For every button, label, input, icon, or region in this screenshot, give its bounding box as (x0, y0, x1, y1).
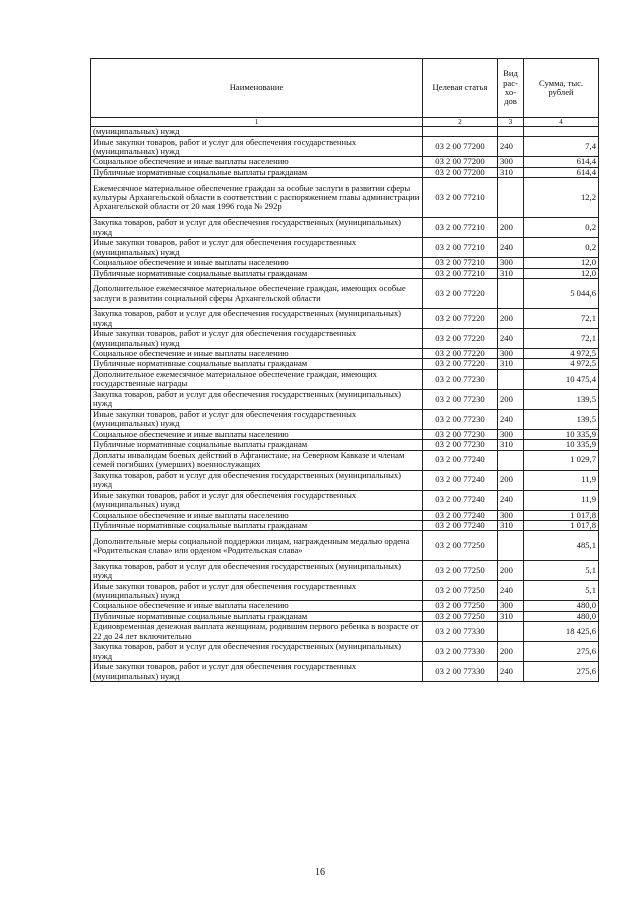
row-name: Иные закупки товаров, работ и услуг для обеспечения государственных (муниципальных) нужд (91, 238, 423, 258)
row-code: 03 2 00 77230 (423, 440, 498, 450)
table-row (91, 409, 599, 429)
table-row (91, 238, 599, 258)
row-expense-type (498, 622, 524, 642)
row-amount: 275,6 (524, 642, 599, 662)
column-number: 4 (524, 118, 599, 127)
row-amount: 4 972,5 (524, 349, 599, 359)
table-row (91, 611, 599, 621)
row-amount: 5,1 (524, 561, 599, 581)
row-expense-type: 200 (498, 470, 524, 490)
table-row (91, 167, 599, 177)
row-amount: 18 425,6 (524, 622, 599, 642)
row-expense-type: 200 (498, 218, 524, 238)
row-amount: 139,5 (524, 409, 599, 429)
table-row (91, 622, 599, 642)
table-row (91, 470, 599, 490)
row-code: 03 2 00 77210 (423, 268, 498, 278)
row-code: 03 2 00 77230 (423, 429, 498, 439)
row-amount: 485,1 (524, 531, 599, 561)
row-expense-type (498, 127, 524, 137)
row-code: 03 2 00 77220 (423, 329, 498, 349)
table-row (91, 268, 599, 278)
row-code: 03 2 00 77330 (423, 662, 498, 682)
budget-table (90, 58, 599, 682)
table-row (91, 369, 599, 389)
row-expense-type: 310 (498, 440, 524, 450)
row-code: 03 2 00 77220 (423, 279, 498, 309)
column-number: 2 (423, 118, 498, 127)
row-expense-type: 240 (498, 662, 524, 682)
row-name: Публичные нормативные социальные выплаты гражданам (91, 440, 423, 450)
table-row (91, 127, 599, 137)
row-name: Публичные нормативные социальные выплаты гражданам (91, 268, 423, 278)
row-name: Иные закупки товаров, работ и услуг для обеспечения государственных (муниципальных) нужд (91, 329, 423, 349)
table-row (91, 521, 599, 531)
table-row (91, 581, 599, 601)
row-code: 03 2 00 77240 (423, 510, 498, 520)
row-name: Закупка товаров, работ и услуг для обеспечения государственных (муниципальных) нужд (91, 561, 423, 581)
row-expense-type (498, 178, 524, 218)
row-expense-type (498, 279, 524, 309)
row-amount: 5 044,6 (524, 279, 599, 309)
row-name: Дополнительное ежемесячное материальное обеспечение граждан, имеющих государственные награды (91, 369, 423, 389)
row-amount: 11,9 (524, 490, 599, 510)
row-amount: 139,5 (524, 389, 599, 409)
row-code: 03 2 00 77220 (423, 349, 498, 359)
row-name: Социальное обеспечение и иные выплаты населению (91, 349, 423, 359)
row-expense-type: 310 (498, 167, 524, 177)
row-amount: 480,0 (524, 611, 599, 621)
row-code: 03 2 00 77210 (423, 178, 498, 218)
row-amount: 4 972,5 (524, 359, 599, 369)
table-row (91, 137, 599, 157)
table-row (91, 178, 599, 218)
row-amount: 12,0 (524, 258, 599, 268)
table-row (91, 561, 599, 581)
table-row (91, 218, 599, 238)
row-amount: 480,0 (524, 601, 599, 611)
row-name: Закупка товаров, работ и услуг для обеспечения государственных (муниципальных) нужд (91, 642, 423, 662)
row-name: Закупка товаров, работ и услуг для обеспечения государственных (муниципальных) нужд (91, 309, 423, 329)
row-name: Закупка товаров, работ и услуг для обеспечения государственных (муниципальных) нужд (91, 218, 423, 238)
row-expense-type: 200 (498, 309, 524, 329)
row-name: Социальное обеспечение и иные выплаты населению (91, 157, 423, 167)
row-expense-type (498, 369, 524, 389)
row-name: Социальное обеспечение и иные выплаты населению (91, 429, 423, 439)
table-row (91, 329, 599, 349)
row-code: 03 2 00 77230 (423, 389, 498, 409)
table-row (91, 349, 599, 359)
row-expense-type: 240 (498, 409, 524, 429)
column-number-row (91, 118, 599, 127)
table-row (91, 309, 599, 329)
row-name: Единовременная денежная выплата женщинам, родившим первого ребенка в возрасте от 22 до 24 лет включительно (91, 622, 423, 642)
row-amount: 275,6 (524, 662, 599, 682)
row-amount: 1 017,8 (524, 510, 599, 520)
table-row (91, 601, 599, 611)
table-row (91, 531, 599, 561)
row-amount: 1 017,8 (524, 521, 599, 531)
row-code: 03 2 00 77220 (423, 309, 498, 329)
row-expense-type: 300 (498, 157, 524, 167)
column-number: 1 (91, 118, 423, 127)
header-name: Наименование (91, 59, 423, 118)
row-amount (524, 127, 599, 137)
row-amount: 0,2 (524, 238, 599, 258)
row-name: Ежемесячное материальное обеспечение граждан за особые заслуги в развитии сферы культуры Архангельской области в соответствии с распоряжением главы администрации Архангельской области от 20 мая 1996 года № 292р (91, 178, 423, 218)
row-code: 03 2 00 77200 (423, 167, 498, 177)
table-row (91, 662, 599, 682)
row-expense-type: 240 (498, 238, 524, 258)
row-code (423, 127, 498, 137)
row-amount: 72,1 (524, 309, 599, 329)
table-body (91, 127, 599, 682)
row-code: 03 2 00 77200 (423, 137, 498, 157)
row-amount: 614,4 (524, 167, 599, 177)
row-expense-type: 300 (498, 429, 524, 439)
row-amount: 0,2 (524, 218, 599, 238)
row-name: Закупка товаров, работ и услуг для обеспечения государственных (муниципальных) нужд (91, 470, 423, 490)
row-expense-type: 300 (498, 601, 524, 611)
row-name: (муниципальных) нужд (91, 127, 423, 137)
row-amount: 10 475,4 (524, 369, 599, 389)
row-expense-type: 240 (498, 329, 524, 349)
row-expense-type: 300 (498, 258, 524, 268)
row-expense-type: 240 (498, 490, 524, 510)
row-name: Иные закупки товаров, работ и услуг для обеспечения государственных (муниципальных) нужд (91, 581, 423, 601)
column-number: 3 (498, 118, 524, 127)
table-row (91, 279, 599, 309)
row-amount: 5,1 (524, 581, 599, 601)
row-code: 03 2 00 77210 (423, 238, 498, 258)
row-code: 03 2 00 77250 (423, 601, 498, 611)
row-name: Дополнительное ежемесячное материальное обеспечение граждан, имеющих особые заслуги в развитии социальной сферы Архангельской области (91, 279, 423, 309)
table-row (91, 359, 599, 369)
row-expense-type: 240 (498, 137, 524, 157)
row-amount: 614,4 (524, 157, 599, 167)
row-expense-type: 200 (498, 389, 524, 409)
row-code: 03 2 00 77200 (423, 157, 498, 167)
header-amount: Сумма, тыс. рублей (524, 59, 599, 118)
row-name: Социальное обеспечение и иные выплаты населению (91, 510, 423, 520)
row-expense-type: 310 (498, 521, 524, 531)
row-name: Социальное обеспечение и иные выплаты населению (91, 258, 423, 268)
row-amount: 7,4 (524, 137, 599, 157)
row-amount: 11,9 (524, 470, 599, 490)
row-expense-type: 200 (498, 561, 524, 581)
row-expense-type: 310 (498, 359, 524, 369)
row-name: Закупка товаров, работ и услуг для обеспечения государственных (муниципальных) нужд (91, 389, 423, 409)
row-name: Публичные нормативные социальные выплаты гражданам (91, 611, 423, 621)
row-code: 03 2 00 77210 (423, 258, 498, 268)
row-expense-type: 200 (498, 642, 524, 662)
row-code: 03 2 00 77240 (423, 521, 498, 531)
row-name: Иные закупки товаров, работ и услуг для обеспечения государственных (муниципальных) нужд (91, 137, 423, 157)
row-name: Иные закупки товаров, работ и услуг для обеспечения государственных (муниципальных) нужд (91, 409, 423, 429)
table-row (91, 440, 599, 450)
row-code: 03 2 00 77220 (423, 359, 498, 369)
row-amount: 72,1 (524, 329, 599, 349)
budget-sheet (90, 58, 598, 682)
row-amount: 12,2 (524, 178, 599, 218)
header-expense-type: Вид рас-хо-дов (498, 59, 524, 118)
row-name: Публичные нормативные социальные выплаты гражданам (91, 167, 423, 177)
table-row (91, 429, 599, 439)
row-name: Публичные нормативные социальные выплаты гражданам (91, 521, 423, 531)
row-expense-type (498, 531, 524, 561)
row-amount: 1 029,7 (524, 450, 599, 470)
row-expense-type: 300 (498, 510, 524, 520)
header-code: Целевая статья (423, 59, 498, 118)
row-amount: 10 335,9 (524, 429, 599, 439)
row-code: 03 2 00 77230 (423, 369, 498, 389)
row-expense-type: 300 (498, 349, 524, 359)
row-code: 03 2 00 77250 (423, 581, 498, 601)
row-name: Доплаты инвалидам боевых действий в Афганистане, на Северном Кавказе и членам семей погибших (умерших) военнослужащих (91, 450, 423, 470)
row-amount: 12,0 (524, 268, 599, 278)
row-expense-type (498, 450, 524, 470)
row-code: 03 2 00 77250 (423, 531, 498, 561)
row-expense-type: 310 (498, 268, 524, 278)
row-expense-type: 310 (498, 611, 524, 621)
page-number: 16 (315, 867, 325, 878)
row-code: 03 2 00 77250 (423, 611, 498, 621)
table-header-row (91, 59, 599, 118)
row-code: 03 2 00 77240 (423, 490, 498, 510)
row-amount: 10 335,9 (524, 440, 599, 450)
table-row (91, 389, 599, 409)
row-code: 03 2 00 77230 (423, 409, 498, 429)
row-code: 03 2 00 77240 (423, 450, 498, 470)
row-name: Иные закупки товаров, работ и услуг для обеспечения государственных (муниципальных) нужд (91, 490, 423, 510)
row-code: 03 2 00 77330 (423, 622, 498, 642)
row-code: 03 2 00 77250 (423, 561, 498, 581)
table-row (91, 642, 599, 662)
row-code: 03 2 00 77330 (423, 642, 498, 662)
table-row (91, 258, 599, 268)
row-code: 03 2 00 77210 (423, 218, 498, 238)
table-row (91, 490, 599, 510)
row-expense-type: 240 (498, 581, 524, 601)
table-row (91, 510, 599, 520)
row-name: Публичные нормативные социальные выплаты гражданам (91, 359, 423, 369)
table-row (91, 450, 599, 470)
table-row (91, 157, 599, 167)
row-code: 03 2 00 77240 (423, 470, 498, 490)
row-name: Иные закупки товаров, работ и услуг для обеспечения государственных (муниципальных) нужд (91, 662, 423, 682)
row-name: Социальное обеспечение и иные выплаты населению (91, 601, 423, 611)
row-name: Дополнительные меры социальной поддержки лицам, награжденным медалью ордена «Родительская слава» или орденом «Родительская слава» (91, 531, 423, 561)
